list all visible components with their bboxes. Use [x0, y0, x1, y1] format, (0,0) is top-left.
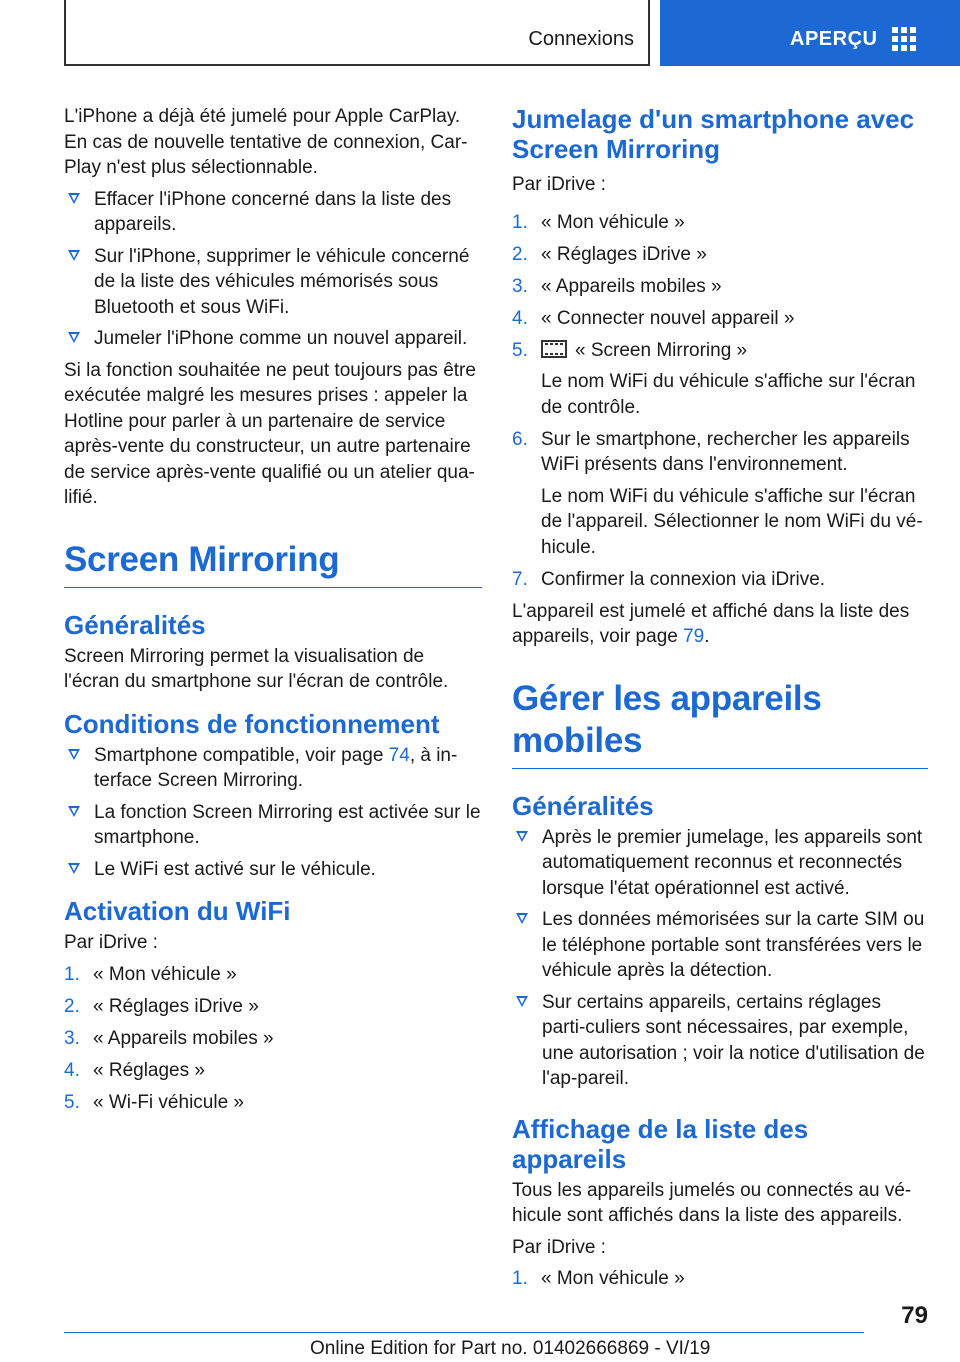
triangle-bullet-icon: [68, 806, 80, 817]
overview-tab[interactable]: [660, 0, 960, 66]
list-item: 2. « Réglages iDrive »: [512, 243, 707, 265]
screen-mirroring-icon: [541, 340, 567, 358]
page-link-79[interactable]: 79: [683, 626, 705, 647]
list-item: Après le premier jumelage, les appareils sont automatiquement reconnus et reconnectés lorsque l'état opérationnel est activé.: [512, 825, 928, 902]
heading-device-list: Affichage de la liste des appareils: [512, 1113, 809, 1174]
right-column: [512, 104, 928, 1298]
bullet-list-devices: [512, 825, 928, 1092]
list-item: Les données mémorisées sur la carte SIM ou le téléphone portable sont transférées vers le véhicule après la détection.: [512, 907, 928, 984]
triangle-bullet-icon: [68, 250, 80, 261]
list-item: 6. Sur le smartphone, rechercher les appareils WiFi présents dans l'environnement. Le nom WiFi du véhicule s'affiche sur l'écran de l'appareil. Sélectionner le nom WiFi du vé-hicule.: [512, 428, 923, 558]
page-header: [0, 0, 960, 66]
left-column: [64, 104, 482, 1122]
triangle-bullet-icon: [516, 831, 528, 842]
footer-divider: [64, 1332, 864, 1333]
grid-icon: [892, 27, 916, 51]
list-item: Jumeler l'iPhone comme un nouvel appareil.: [64, 326, 482, 352]
heading-generalites: Généralités: [64, 609, 206, 640]
steps-device-list: [512, 1266, 928, 1292]
overview-tab-label: APERÇU: [790, 28, 878, 50]
triangle-bullet-icon: [516, 913, 528, 924]
list-item: 2. « Réglages iDrive »: [64, 995, 259, 1017]
chapter-title: Connexions: [528, 28, 634, 50]
page-link-74[interactable]: 74: [388, 744, 410, 766]
footer-edition: Online Edition for Part no. 01402666869 - VI/19: [310, 1338, 711, 1359]
heading-conditions: Conditions de fonctionnement: [64, 708, 440, 739]
list-item: 1. « Mon véhicule »: [64, 963, 237, 985]
paired-paragraph: L'appareil est jumelé et affiché dans la liste des appareils, voir page 79.: [512, 600, 910, 647]
heading-pairing: Jumelage d'un smartphone avec Screen Mirroring: [512, 104, 915, 164]
list-item: Smartphone compatible, voir page 74, à in-terface Screen Mirroring.: [64, 743, 482, 794]
triangle-bullet-icon: [68, 749, 80, 760]
list-item: La fonction Screen Mirroring est activée sur le smartphone.: [64, 800, 482, 851]
bullet-list-carplay: [64, 187, 482, 352]
list-item: 3. « Appareils mobiles »: [64, 1027, 274, 1049]
list-item: 3. « Appareils mobiles »: [512, 275, 722, 297]
header-chapter-box: [64, 0, 650, 66]
heading-screen-mirroring: Screen Mirroring: [64, 539, 482, 588]
triangle-bullet-icon: [68, 332, 80, 343]
list-item: 5. « Screen Mirroring » Le nom WiFi du véhicule s'affiche sur l'écran de contrôle.: [512, 339, 916, 418]
list-item: 1. « Mon véhicule »: [512, 211, 685, 233]
general-paragraph: Screen Mirroring permet la visualisation de l'écran du smartphone sur l'écran de contrôle.: [64, 645, 449, 692]
via-idrive-label: Par iDrive :: [64, 932, 158, 953]
heading-generalites-2: Généralités: [512, 790, 654, 821]
intro-paragraph: L'iPhone a déjà été jumelé pour Apple CarPlay. En cas de nouvelle tentative de connexion, Car-Play n'est plus sélectionnable.: [64, 106, 468, 178]
triangle-bullet-icon: [68, 863, 80, 874]
list-item: Sur certains appareils, certains réglages parti-culiers sont nécessaires, par exemple, une autorisation ; voir la notice d'utilisation de l'ap-pareil.: [512, 990, 928, 1092]
list-item: 5. « Wi-Fi véhicule »: [64, 1091, 244, 1113]
list-item: Le WiFi est activé sur le véhicule.: [64, 857, 482, 883]
via-idrive-label-2: Par iDrive :: [512, 1236, 606, 1258]
list-item: 4. « Connecter nouvel appareil »: [512, 307, 795, 329]
list-item: Effacer l'iPhone concerné dans la liste des appareils.: [64, 187, 482, 238]
page-number: 79: [901, 1302, 928, 1329]
device-list-paragraph: Tous les appareils jumelés ou connectés au vé-hicule sont affichés dans la liste des appareils.: [512, 1179, 912, 1226]
heading-wifi: Activation du WiFi: [64, 896, 291, 926]
heading-manage-devices: Gérer les appareils mobiles: [512, 678, 928, 769]
steps-pairing: [512, 210, 928, 593]
triangle-bullet-icon: [68, 193, 80, 204]
triangle-bullet-icon: [516, 996, 528, 1007]
list-item: 4. « Réglages »: [64, 1059, 205, 1081]
list-item: 1. « Mon véhicule »: [512, 1268, 685, 1289]
via-idrive-label: Par iDrive :: [512, 174, 606, 195]
list-item: 7. Confirmer la connexion via iDrive.: [512, 568, 826, 590]
bullet-list-conditions: [64, 743, 482, 883]
list-item: Sur l'iPhone, supprimer le véhicule concerné de la liste des véhicules mémorisés sous Bluetooth et sous WiFi.: [64, 244, 482, 321]
steps-wifi: [64, 962, 482, 1116]
hotline-paragraph: Si la fonction souhaitée ne peut toujours pas être exécutée malgré les mesures prises : appeler la Hotline pour parler à un partenaire de service après-vente du constructeur, un autre partenaire de service après-vente qualifié ou un atelier qua-lifié.: [64, 359, 476, 508]
